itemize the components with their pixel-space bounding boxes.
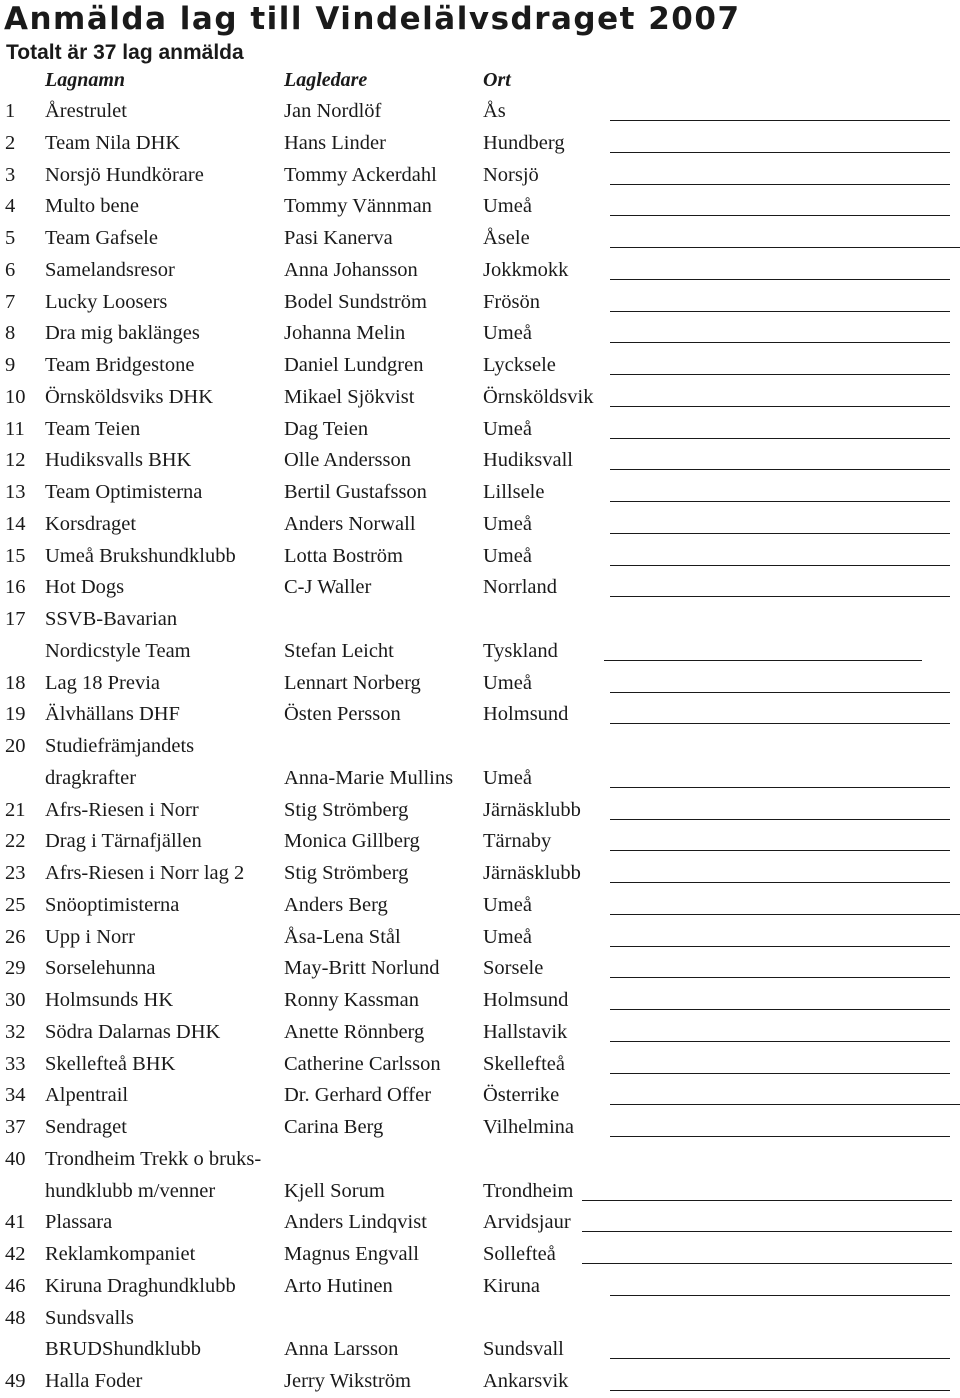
team-leader: Mikael Sjökvist bbox=[284, 385, 415, 408]
team-name: BRUDShundklubb bbox=[45, 1338, 202, 1361]
team-name: Hot Dogs bbox=[45, 576, 125, 599]
blank-fill-line bbox=[610, 1295, 950, 1296]
team-leader: Stig Strömberg bbox=[284, 798, 409, 821]
team-location: Ås bbox=[483, 100, 506, 122]
table-row bbox=[0, 763, 960, 795]
team-leader: Pasi Kanerva bbox=[284, 227, 393, 249]
column-header-location: Ort bbox=[483, 69, 511, 91]
team-leader: Arto Hutinen bbox=[284, 1274, 393, 1297]
team-location: Kiruna bbox=[483, 1274, 540, 1297]
team-location: Frösön bbox=[483, 290, 540, 313]
table-row bbox=[0, 1366, 960, 1398]
blank-fill-line bbox=[610, 406, 950, 407]
table-row bbox=[0, 1144, 960, 1176]
team-number: 19 bbox=[5, 703, 26, 726]
team-number: 21 bbox=[5, 798, 26, 821]
team-name: Team Nila DHK bbox=[45, 131, 181, 154]
table-row bbox=[0, 128, 960, 160]
team-number: 48 bbox=[5, 1306, 26, 1329]
table-row bbox=[0, 445, 960, 477]
team-name: Plassara bbox=[45, 1211, 113, 1234]
table-row bbox=[0, 1239, 960, 1271]
table-row bbox=[0, 1271, 960, 1303]
team-name: Lucky Loosers bbox=[45, 290, 168, 313]
team-location: Hudiksvall bbox=[483, 449, 573, 472]
blank-fill-line bbox=[610, 215, 950, 216]
table-row bbox=[0, 414, 960, 446]
blank-fill-line bbox=[610, 1358, 950, 1359]
table-row bbox=[0, 1334, 960, 1366]
team-leader: Tommy Ackerdahl bbox=[284, 163, 437, 186]
team-number: 16 bbox=[5, 576, 26, 599]
team-name: Team Bridgestone bbox=[45, 354, 195, 376]
team-name: Upp i Norr bbox=[45, 925, 135, 948]
blank-fill-line bbox=[610, 279, 950, 280]
team-location: Vilhelmina bbox=[483, 1116, 574, 1138]
team-leader: C-J Waller bbox=[284, 576, 372, 599]
team-list bbox=[0, 96, 960, 1398]
team-leader: Catherine Carlsson bbox=[284, 1052, 441, 1075]
team-leader: Kjell Sorum bbox=[284, 1179, 385, 1202]
team-location: Skellefteå bbox=[483, 1052, 565, 1075]
team-number: 46 bbox=[5, 1274, 26, 1297]
blank-fill-line bbox=[610, 596, 950, 597]
team-leader: Magnus Engvall bbox=[284, 1243, 419, 1265]
team-number: 40 bbox=[5, 1147, 26, 1170]
team-leader: Dag Teien bbox=[284, 417, 369, 440]
team-name: Drag i Tärnafjällen bbox=[45, 830, 202, 853]
team-location: Järnäsklubb bbox=[483, 862, 581, 884]
table-row bbox=[0, 191, 960, 223]
blank-fill-line bbox=[610, 977, 950, 978]
team-location: Trondheim bbox=[483, 1179, 574, 1202]
team-name: Halla Foder bbox=[45, 1370, 143, 1392]
team-name: hundklubb m/venner bbox=[45, 1179, 216, 1202]
team-name: Lag 18 Previa bbox=[45, 671, 160, 694]
team-leader: Åsa-Lena Stål bbox=[284, 925, 401, 948]
team-number: 6 bbox=[5, 258, 16, 281]
team-name: Sundsvalls bbox=[45, 1306, 134, 1329]
team-leader: Anna Larsson bbox=[284, 1338, 399, 1361]
team-number: 18 bbox=[5, 671, 26, 694]
blank-fill-line bbox=[610, 501, 950, 502]
team-number: 1 bbox=[5, 100, 16, 122]
team-location: Umeå bbox=[483, 671, 532, 694]
team-leader: Lennart Norberg bbox=[284, 671, 421, 694]
blank-fill-line bbox=[610, 1136, 950, 1137]
blank-fill-line bbox=[582, 1200, 952, 1201]
team-leader: Ronny Kassman bbox=[284, 989, 419, 1011]
team-name: Holmsunds HK bbox=[45, 989, 174, 1011]
team-location: Åsele bbox=[483, 227, 530, 249]
blank-fill-line bbox=[610, 1009, 950, 1010]
blank-fill-line bbox=[610, 850, 950, 851]
table-row bbox=[0, 795, 960, 827]
team-number: 34 bbox=[5, 1084, 26, 1107]
blank-fill-line bbox=[610, 946, 950, 947]
team-leader: Anette Rönnberg bbox=[284, 1020, 425, 1043]
team-leader: Daniel Lundgren bbox=[284, 354, 424, 376]
team-name: Umeå Brukshundklubb bbox=[45, 544, 236, 567]
team-name: Korsdraget bbox=[45, 512, 137, 535]
blank-fill-line bbox=[610, 1104, 960, 1105]
team-leader: Johanna Melin bbox=[284, 322, 406, 345]
table-row bbox=[0, 541, 960, 573]
table-row bbox=[0, 1207, 960, 1239]
team-location: Ankarsvik bbox=[483, 1370, 569, 1392]
page-subtitle: Totalt är 37 lag anmälda bbox=[6, 41, 244, 64]
team-number: 4 bbox=[5, 195, 16, 218]
team-leader: Bodel Sundström bbox=[284, 290, 427, 313]
team-number: 5 bbox=[5, 227, 16, 249]
table-row bbox=[0, 477, 960, 509]
table-row bbox=[0, 731, 960, 763]
team-name: Älvhällans DHF bbox=[45, 703, 180, 726]
team-number: 37 bbox=[5, 1116, 26, 1138]
team-name: Alpentrail bbox=[45, 1084, 129, 1107]
team-number: 32 bbox=[5, 1020, 26, 1043]
team-location: Arvidsjaur bbox=[483, 1211, 571, 1234]
team-location: Holmsund bbox=[483, 703, 569, 726]
blank-fill-line bbox=[582, 1231, 952, 1232]
team-location: Umeå bbox=[483, 544, 532, 567]
table-row bbox=[0, 636, 960, 668]
team-number: 41 bbox=[5, 1211, 26, 1234]
team-leader: Jerry Wikström bbox=[284, 1370, 411, 1392]
table-row bbox=[0, 509, 960, 541]
team-leader: Anders Berg bbox=[284, 893, 388, 916]
table-row bbox=[0, 96, 960, 128]
team-number: 29 bbox=[5, 957, 26, 980]
team-leader: Dr. Gerhard Offer bbox=[284, 1084, 432, 1107]
team-location: Umeå bbox=[483, 195, 532, 218]
team-leader: Bertil Gustafsson bbox=[284, 481, 427, 503]
team-location: Sundsvall bbox=[483, 1338, 564, 1361]
table-row bbox=[0, 699, 960, 731]
blank-fill-line bbox=[610, 914, 960, 915]
table-row bbox=[0, 604, 960, 636]
team-location: Järnäsklubb bbox=[483, 798, 581, 821]
team-leader: Östen Persson bbox=[284, 703, 401, 726]
team-location: Holmsund bbox=[483, 989, 569, 1011]
team-number: 49 bbox=[5, 1370, 26, 1392]
team-number: 33 bbox=[5, 1052, 26, 1075]
table-row bbox=[0, 318, 960, 350]
blank-fill-line bbox=[610, 120, 950, 121]
team-location: Umeå bbox=[483, 893, 532, 916]
team-name: Nordicstyle Team bbox=[45, 639, 191, 662]
team-number: 23 bbox=[5, 862, 26, 884]
team-name: Trondheim Trekk o bruks- bbox=[45, 1147, 262, 1170]
team-location: Umeå bbox=[483, 512, 532, 535]
table-row bbox=[0, 350, 960, 382]
column-header-team-leader: Lagledare bbox=[284, 69, 368, 91]
team-location: Umeå bbox=[483, 417, 532, 440]
team-leader: Monica Gillberg bbox=[284, 830, 420, 853]
team-location: Tärnaby bbox=[483, 830, 552, 853]
team-number: 42 bbox=[5, 1243, 26, 1265]
table-row bbox=[0, 826, 960, 858]
team-number: 3 bbox=[5, 163, 16, 186]
team-number: 8 bbox=[5, 322, 16, 345]
team-name: Årestrulet bbox=[45, 100, 127, 122]
blank-fill-line bbox=[610, 311, 950, 312]
table-row bbox=[0, 1176, 960, 1208]
team-number: 26 bbox=[5, 925, 26, 948]
blank-fill-line bbox=[610, 438, 950, 439]
team-number: 20 bbox=[5, 735, 26, 757]
team-number: 25 bbox=[5, 893, 26, 916]
team-leader: Olle Andersson bbox=[284, 449, 411, 472]
blank-fill-line bbox=[610, 247, 960, 248]
team-number: 7 bbox=[5, 290, 16, 313]
team-name: Team Optimisterna bbox=[45, 481, 203, 503]
table-row bbox=[0, 1049, 960, 1081]
team-leader: Stig Strömberg bbox=[284, 862, 409, 884]
team-name: Afrs-Riesen i Norr lag 2 bbox=[45, 862, 245, 884]
table-row bbox=[0, 382, 960, 414]
team-location: Österrike bbox=[483, 1084, 560, 1107]
team-location: Norrland bbox=[483, 576, 558, 599]
blank-fill-line bbox=[610, 692, 950, 693]
table-row bbox=[0, 160, 960, 192]
team-leader: Carina Berg bbox=[284, 1116, 384, 1138]
page-title: Anmälda lag till Vindelälvsdraget 2007 bbox=[4, 1, 741, 37]
team-name: Skellefteå BHK bbox=[45, 1052, 176, 1075]
team-number: 10 bbox=[5, 385, 26, 408]
team-name: Afrs-Riesen i Norr bbox=[45, 798, 199, 821]
team-location: Lillsele bbox=[483, 481, 545, 503]
team-name: Team Teien bbox=[45, 417, 141, 440]
team-name: Reklamkompaniet bbox=[45, 1243, 196, 1265]
team-leader: Lotta Boström bbox=[284, 544, 404, 567]
table-row bbox=[0, 890, 960, 922]
team-number: 15 bbox=[5, 544, 26, 567]
team-number: 2 bbox=[5, 131, 16, 154]
team-leader: Anders Norwall bbox=[284, 512, 416, 535]
team-name: Södra Dalarnas DHK bbox=[45, 1020, 221, 1043]
blank-fill-line bbox=[610, 1041, 950, 1042]
team-number: 22 bbox=[5, 830, 26, 853]
team-location: Sollefteå bbox=[483, 1243, 556, 1265]
team-location: Örnsköldsvik bbox=[483, 385, 594, 408]
team-leader: Hans Linder bbox=[284, 131, 386, 154]
team-leader: Anna Johansson bbox=[284, 258, 418, 281]
table-row bbox=[0, 1080, 960, 1112]
team-name: Dra mig baklänges bbox=[45, 322, 200, 345]
team-leader: Stefan Leicht bbox=[284, 639, 394, 662]
team-number: 17 bbox=[5, 608, 26, 630]
table-row bbox=[0, 223, 960, 255]
team-name: Norsjö Hundkörare bbox=[45, 163, 204, 186]
table-row bbox=[0, 1303, 960, 1335]
blank-fill-line bbox=[610, 342, 950, 343]
table-row bbox=[0, 668, 960, 700]
blank-fill-line bbox=[610, 1073, 950, 1074]
team-leader: Anna-Marie Mullins bbox=[284, 766, 454, 789]
team-leader: Jan Nordlöf bbox=[284, 100, 382, 122]
team-name: Hudiksvalls BHK bbox=[45, 449, 192, 472]
table-row bbox=[0, 1017, 960, 1049]
table-row bbox=[0, 572, 960, 604]
team-number: 30 bbox=[5, 989, 26, 1011]
team-name: Snöoptimisterna bbox=[45, 893, 180, 916]
table-row bbox=[0, 858, 960, 890]
column-header-team-name: Lagnamn bbox=[45, 69, 126, 91]
blank-fill-line bbox=[610, 533, 950, 534]
team-number: 13 bbox=[5, 481, 26, 503]
team-name: Team Gafsele bbox=[45, 227, 158, 249]
team-location: Sorsele bbox=[483, 957, 544, 980]
team-number: 14 bbox=[5, 512, 26, 535]
team-location: Umeå bbox=[483, 925, 532, 948]
team-name: Sorselehunna bbox=[45, 957, 156, 980]
team-location: Hundberg bbox=[483, 131, 565, 154]
table-row bbox=[0, 922, 960, 954]
blank-fill-line bbox=[604, 660, 922, 661]
team-name: SSVB-Bavarian bbox=[45, 608, 178, 630]
team-location: Norsjö bbox=[483, 163, 539, 186]
blank-fill-line bbox=[610, 723, 950, 724]
blank-fill-line bbox=[610, 184, 950, 185]
team-name: Samelandsresor bbox=[45, 258, 175, 281]
team-location: Lycksele bbox=[483, 354, 556, 376]
team-number: 12 bbox=[5, 449, 26, 472]
blank-fill-line bbox=[610, 1390, 950, 1391]
blank-fill-line bbox=[610, 152, 950, 153]
team-name: Sendraget bbox=[45, 1116, 127, 1138]
team-location: Tyskland bbox=[483, 639, 558, 662]
table-row bbox=[0, 953, 960, 985]
blank-fill-line bbox=[610, 882, 950, 883]
team-leader: Tommy Vännman bbox=[284, 195, 432, 218]
table-row bbox=[0, 255, 960, 287]
table-row bbox=[0, 1112, 960, 1144]
team-leader: Anders Lindqvist bbox=[284, 1211, 427, 1234]
blank-fill-line bbox=[610, 469, 950, 470]
team-number: 9 bbox=[5, 354, 16, 376]
blank-fill-line bbox=[610, 565, 950, 566]
blank-fill-line bbox=[610, 819, 950, 820]
team-location: Umeå bbox=[483, 766, 532, 789]
blank-fill-line bbox=[582, 1263, 952, 1264]
team-number: 11 bbox=[5, 417, 25, 440]
blank-fill-line bbox=[610, 787, 950, 788]
team-name: Multo bene bbox=[45, 195, 139, 218]
team-location: Jokkmokk bbox=[483, 258, 569, 281]
team-name: Studiefrämjandets bbox=[45, 735, 195, 757]
team-name: Örnsköldsviks DHK bbox=[45, 385, 213, 408]
table-row bbox=[0, 287, 960, 319]
team-name: dragkrafter bbox=[45, 766, 137, 789]
team-location: Umeå bbox=[483, 322, 532, 345]
blank-fill-line bbox=[610, 374, 950, 375]
team-location: Hallstavik bbox=[483, 1020, 568, 1043]
table-row bbox=[0, 985, 960, 1017]
team-name: Kiruna Draghundklubb bbox=[45, 1274, 236, 1297]
team-leader: May-Britt Norlund bbox=[284, 957, 440, 980]
